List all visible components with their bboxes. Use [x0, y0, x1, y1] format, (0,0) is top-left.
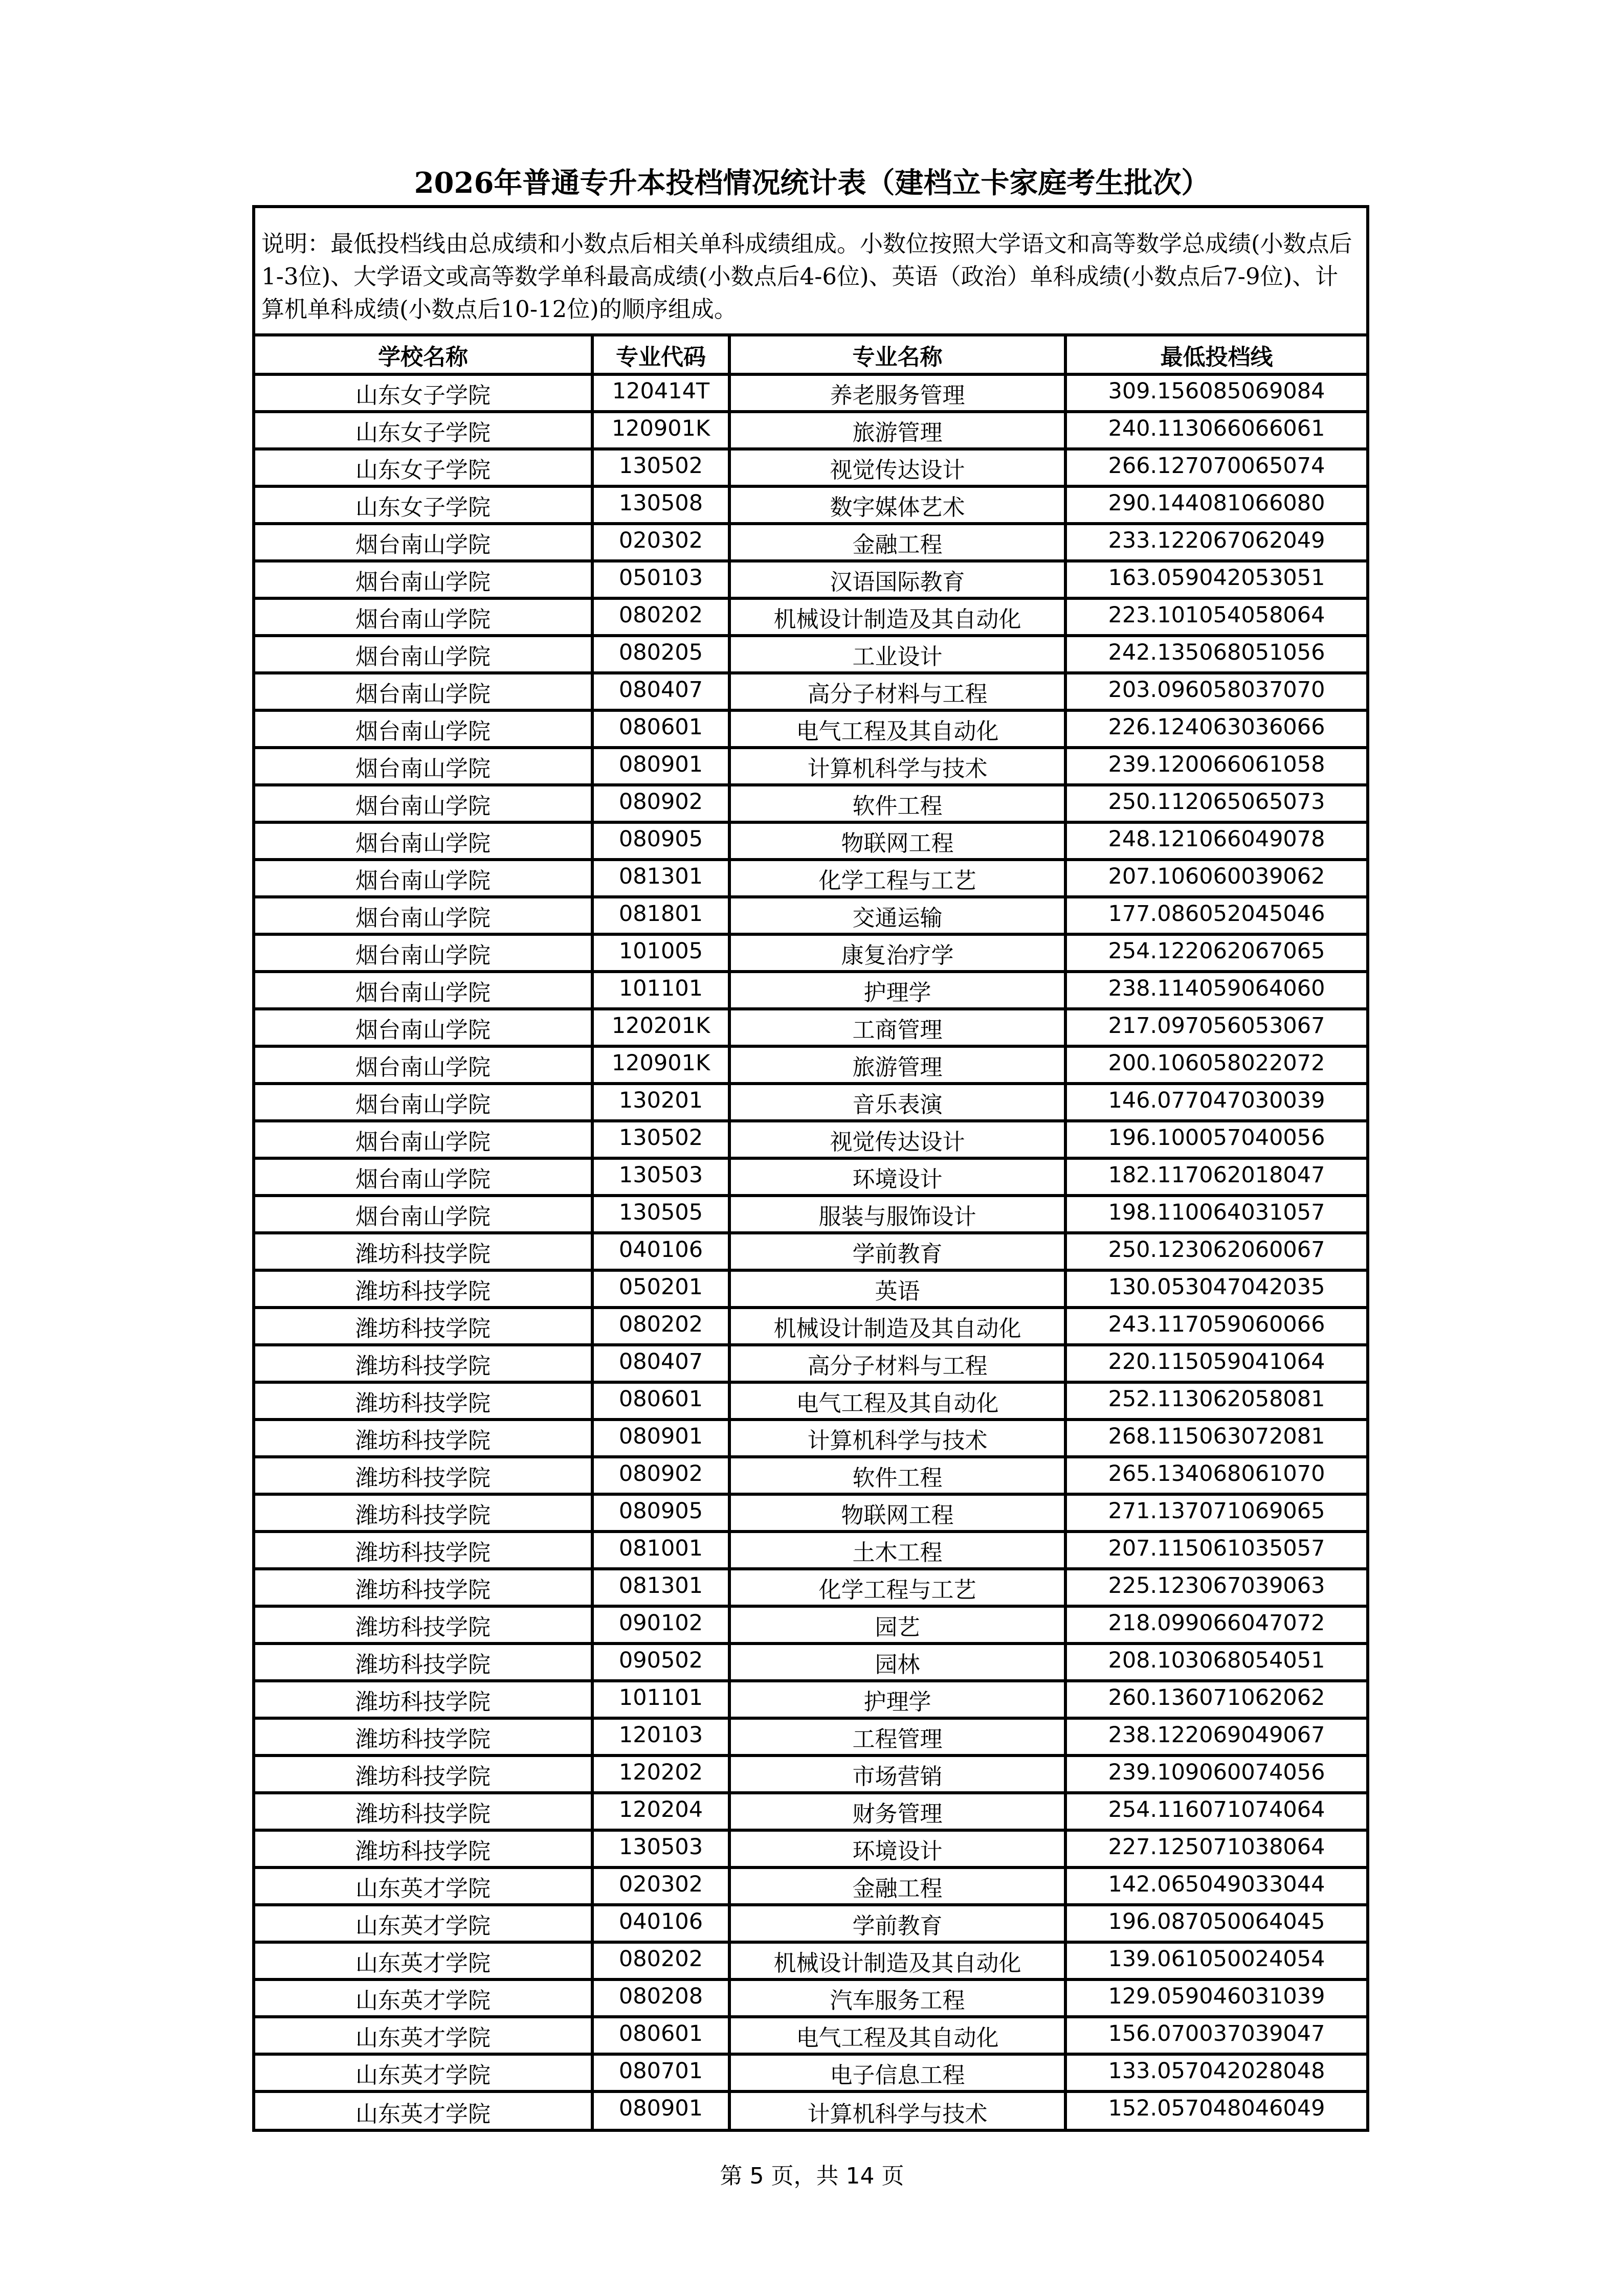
table-row	[255, 1420, 1366, 1457]
min-score-cell: 227.125071038064	[1065, 1830, 1366, 1867]
min-score-cell: 217.097056053067	[1065, 1009, 1366, 1046]
major-code-cell: 130502	[592, 1121, 729, 1158]
major-code-cell: 120202	[592, 1755, 729, 1793]
major-code-cell: 080202	[592, 1308, 729, 1345]
major-name-cell: 电气工程及其自动化	[729, 2017, 1065, 2054]
school-name-cell: 山东女子学院	[255, 449, 592, 486]
major-code-cell: 020302	[592, 1867, 729, 1905]
admission-score-table	[255, 336, 1366, 2129]
school-name-cell: 烟台南山学院	[255, 822, 592, 860]
table-row	[255, 785, 1366, 822]
school-name-cell: 山东女子学院	[255, 486, 592, 524]
min-score-cell: 271.137071069065	[1065, 1494, 1366, 1532]
school-name-cell: 烟台南山学院	[255, 524, 592, 561]
major-name-cell: 护理学	[729, 972, 1065, 1009]
major-name-cell: 电气工程及其自动化	[729, 710, 1065, 748]
major-name-cell: 汉语国际教育	[729, 561, 1065, 598]
major-name-cell: 服装与服饰设计	[729, 1196, 1065, 1233]
table-row	[255, 1755, 1366, 1793]
school-name-cell: 山东英才学院	[255, 1905, 592, 1942]
table-row	[255, 1084, 1366, 1121]
major-name-cell: 财务管理	[729, 1793, 1065, 1830]
major-name-cell: 软件工程	[729, 785, 1065, 822]
min-score-cell: 238.114059064060	[1065, 972, 1366, 1009]
min-score-cell: 218.099066047072	[1065, 1606, 1366, 1644]
school-name-cell: 烟台南山学院	[255, 673, 592, 710]
school-name-cell: 潍坊科技学院	[255, 1681, 592, 1718]
major-name-cell: 高分子材料与工程	[729, 673, 1065, 710]
major-code-cell: 050201	[592, 1270, 729, 1308]
school-name-cell: 山东英才学院	[255, 1867, 592, 1905]
min-score-cell: 207.106060039062	[1065, 860, 1366, 897]
explanation-note: 说明：最低投档线由总成绩和小数点后相关单科成绩组成。小数位按照大学语文和高等数学总成绩(小数点后1-3位)、大学语文或高等数学单科最高成绩(小数点后4-6位)、英语（政治）单科成绩(小数点后7-9位)、计算机单科成绩(小数点后10-12位)的顺序组成。	[255, 208, 1366, 336]
major-name-cell: 电气工程及其自动化	[729, 1382, 1065, 1420]
min-score-cell: 240.113066066061	[1065, 412, 1366, 449]
major-code-cell: 080902	[592, 1457, 729, 1494]
min-score-cell: 265.134068061070	[1065, 1457, 1366, 1494]
major-name-cell: 汽车服务工程	[729, 1979, 1065, 2017]
min-score-cell: 177.086052045046	[1065, 897, 1366, 934]
major-name-cell: 视觉传达设计	[729, 449, 1065, 486]
major-name-cell: 机械设计制造及其自动化	[729, 1308, 1065, 1345]
min-score-cell: 254.122062067065	[1065, 934, 1366, 972]
school-name-cell: 烟台南山学院	[255, 1009, 592, 1046]
table-row	[255, 374, 1366, 412]
major-code-cell: 120414T	[592, 374, 729, 412]
major-code-cell: 101101	[592, 972, 729, 1009]
min-score-cell: 243.117059060066	[1065, 1308, 1366, 1345]
min-score-cell: 152.057048046049	[1065, 2091, 1366, 2129]
min-score-cell: 220.115059041064	[1065, 1345, 1366, 1382]
min-score-cell: 130.053047042035	[1065, 1270, 1366, 1308]
header-major-code: 专业代码	[592, 336, 729, 374]
major-name-cell: 数字媒体艺术	[729, 486, 1065, 524]
school-name-cell: 潍坊科技学院	[255, 1420, 592, 1457]
table-row	[255, 860, 1366, 897]
header-major-name: 专业名称	[729, 336, 1065, 374]
table-row	[255, 748, 1366, 785]
school-name-cell: 烟台南山学院	[255, 710, 592, 748]
table-row	[255, 561, 1366, 598]
admission-table-frame	[252, 205, 1369, 2132]
table-row	[255, 1158, 1366, 1196]
major-code-cell: 081301	[592, 860, 729, 897]
major-code-cell: 120204	[592, 1793, 729, 1830]
table-row	[255, 822, 1366, 860]
table-row	[255, 636, 1366, 673]
school-name-cell: 潍坊科技学院	[255, 1457, 592, 1494]
min-score-cell: 309.156085069084	[1065, 374, 1366, 412]
school-name-cell: 山东英才学院	[255, 2091, 592, 2129]
major-name-cell: 英语	[729, 1270, 1065, 1308]
major-name-cell: 软件工程	[729, 1457, 1065, 1494]
major-name-cell: 养老服务管理	[729, 374, 1065, 412]
major-code-cell: 080901	[592, 2091, 729, 2129]
min-score-cell: 196.100057040056	[1065, 1121, 1366, 1158]
school-name-cell: 潍坊科技学院	[255, 1532, 592, 1569]
major-name-cell: 市场营销	[729, 1755, 1065, 1793]
school-name-cell: 潍坊科技学院	[255, 1270, 592, 1308]
school-name-cell: 潍坊科技学院	[255, 1233, 592, 1270]
major-code-cell: 080601	[592, 1382, 729, 1420]
table-row	[255, 897, 1366, 934]
major-name-cell: 学前教育	[729, 1905, 1065, 1942]
table-header-row	[255, 336, 1366, 374]
major-name-cell: 工程管理	[729, 1718, 1065, 1755]
table-row	[255, 1979, 1366, 2017]
school-name-cell: 烟台南山学院	[255, 1121, 592, 1158]
major-code-cell: 080208	[592, 1979, 729, 2017]
school-name-cell: 潍坊科技学院	[255, 1569, 592, 1606]
min-score-cell: 133.057042028048	[1065, 2054, 1366, 2091]
major-name-cell: 环境设计	[729, 1158, 1065, 1196]
min-score-cell: 156.070037039047	[1065, 2017, 1366, 2054]
major-code-cell: 080205	[592, 636, 729, 673]
school-name-cell: 烟台南山学院	[255, 785, 592, 822]
school-name-cell: 潍坊科技学院	[255, 1830, 592, 1867]
min-score-cell: 200.106058022072	[1065, 1046, 1366, 1084]
min-score-cell: 196.087050064045	[1065, 1905, 1366, 1942]
major-code-cell: 040106	[592, 1233, 729, 1270]
school-name-cell: 烟台南山学院	[255, 561, 592, 598]
major-code-cell: 090502	[592, 1644, 729, 1681]
major-code-cell: 120901K	[592, 412, 729, 449]
table-row	[255, 598, 1366, 636]
table-row	[255, 1270, 1366, 1308]
page-title: 2026年普通专升本投档情况统计表（建档立卡家庭考生批次）	[414, 166, 1210, 200]
school-name-cell: 潍坊科技学院	[255, 1755, 592, 1793]
school-name-cell: 烟台南山学院	[255, 598, 592, 636]
major-code-cell: 120901K	[592, 1046, 729, 1084]
min-score-cell: 146.077047030039	[1065, 1084, 1366, 1121]
school-name-cell: 山东女子学院	[255, 412, 592, 449]
table-row	[255, 1830, 1366, 1867]
min-score-cell: 233.122067062049	[1065, 524, 1366, 561]
table-row	[255, 1532, 1366, 1569]
major-name-cell: 学前教育	[729, 1233, 1065, 1270]
min-score-cell: 254.116071074064	[1065, 1793, 1366, 1830]
school-name-cell: 烟台南山学院	[255, 860, 592, 897]
table-row	[255, 1905, 1366, 1942]
major-code-cell: 130201	[592, 1084, 729, 1121]
major-name-cell: 音乐表演	[729, 1084, 1065, 1121]
table-row	[255, 1606, 1366, 1644]
min-score-cell: 163.059042053051	[1065, 561, 1366, 598]
school-name-cell: 潍坊科技学院	[255, 1793, 592, 1830]
table-row	[255, 1009, 1366, 1046]
min-score-cell: 208.103068054051	[1065, 1644, 1366, 1681]
major-name-cell: 电子信息工程	[729, 2054, 1065, 2091]
table-row	[255, 1308, 1366, 1345]
table-row	[255, 1196, 1366, 1233]
table-row	[255, 1233, 1366, 1270]
table-row	[255, 710, 1366, 748]
school-name-cell: 烟台南山学院	[255, 934, 592, 972]
major-code-cell: 080202	[592, 1942, 729, 1979]
school-name-cell: 烟台南山学院	[255, 636, 592, 673]
major-code-cell: 080905	[592, 822, 729, 860]
major-code-cell: 080407	[592, 673, 729, 710]
school-name-cell: 烟台南山学院	[255, 1046, 592, 1084]
min-score-cell: 142.065049033044	[1065, 1867, 1366, 1905]
min-score-cell: 250.123062060067	[1065, 1233, 1366, 1270]
major-name-cell: 化学工程与工艺	[729, 1569, 1065, 1606]
table-row	[255, 1718, 1366, 1755]
major-code-cell: 080901	[592, 748, 729, 785]
min-score-cell: 266.127070065074	[1065, 449, 1366, 486]
major-name-cell: 物联网工程	[729, 822, 1065, 860]
major-name-cell: 化学工程与工艺	[729, 860, 1065, 897]
major-name-cell: 物联网工程	[729, 1494, 1065, 1532]
major-name-cell: 计算机科学与技术	[729, 2091, 1065, 2129]
major-code-cell: 101005	[592, 934, 729, 972]
major-name-cell: 金融工程	[729, 524, 1065, 561]
major-code-cell: 081801	[592, 897, 729, 934]
major-name-cell: 环境设计	[729, 1830, 1065, 1867]
major-name-cell: 旅游管理	[729, 1046, 1065, 1084]
school-name-cell: 潍坊科技学院	[255, 1382, 592, 1420]
major-name-cell: 高分子材料与工程	[729, 1345, 1065, 1382]
table-row	[255, 1867, 1366, 1905]
major-code-cell: 040106	[592, 1905, 729, 1942]
min-score-cell: 129.059046031039	[1065, 1979, 1366, 2017]
major-code-cell: 080905	[592, 1494, 729, 1532]
table-row	[255, 2017, 1366, 2054]
major-name-cell: 机械设计制造及其自动化	[729, 598, 1065, 636]
school-name-cell: 烟台南山学院	[255, 1084, 592, 1121]
table-row	[255, 1793, 1366, 1830]
major-code-cell: 081001	[592, 1532, 729, 1569]
table-row	[255, 1345, 1366, 1382]
major-name-cell: 康复治疗学	[729, 934, 1065, 972]
min-score-cell: 248.121066049078	[1065, 822, 1366, 860]
school-name-cell: 山东英才学院	[255, 2054, 592, 2091]
major-name-cell: 旅游管理	[729, 412, 1065, 449]
min-score-cell: 239.109060074056	[1065, 1755, 1366, 1793]
major-name-cell: 机械设计制造及其自动化	[729, 1942, 1065, 1979]
min-score-cell: 203.096058037070	[1065, 673, 1366, 710]
page-number: 第 5 页，共 14 页	[720, 2163, 904, 2189]
major-code-cell: 050103	[592, 561, 729, 598]
table-row	[255, 1046, 1366, 1084]
table-row	[255, 2054, 1366, 2091]
school-name-cell: 山东英才学院	[255, 2017, 592, 2054]
table-row	[255, 486, 1366, 524]
table-row	[255, 449, 1366, 486]
table-row	[255, 934, 1366, 972]
major-code-cell: 080407	[592, 1345, 729, 1382]
major-code-cell: 081301	[592, 1569, 729, 1606]
major-name-cell: 土木工程	[729, 1532, 1065, 1569]
school-name-cell: 潍坊科技学院	[255, 1718, 592, 1755]
major-code-cell: 020302	[592, 524, 729, 561]
major-code-cell: 130505	[592, 1196, 729, 1233]
school-name-cell: 烟台南山学院	[255, 972, 592, 1009]
table-row	[255, 2091, 1366, 2129]
school-name-cell: 烟台南山学院	[255, 1196, 592, 1233]
major-code-cell: 120103	[592, 1718, 729, 1755]
table-row	[255, 972, 1366, 1009]
table-body	[255, 374, 1366, 2129]
major-code-cell: 130503	[592, 1830, 729, 1867]
major-code-cell: 080601	[592, 710, 729, 748]
school-name-cell: 潍坊科技学院	[255, 1644, 592, 1681]
major-name-cell: 工业设计	[729, 636, 1065, 673]
major-code-cell: 101101	[592, 1681, 729, 1718]
min-score-cell: 268.115063072081	[1065, 1420, 1366, 1457]
min-score-cell: 223.101054058064	[1065, 598, 1366, 636]
min-score-cell: 239.120066061058	[1065, 748, 1366, 785]
major-name-cell: 计算机科学与技术	[729, 748, 1065, 785]
table-row	[255, 1494, 1366, 1532]
header-min-score: 最低投档线	[1065, 336, 1366, 374]
min-score-cell: 207.115061035057	[1065, 1532, 1366, 1569]
table-row	[255, 1382, 1366, 1420]
school-name-cell: 山东女子学院	[255, 374, 592, 412]
table-row	[255, 524, 1366, 561]
major-name-cell: 视觉传达设计	[729, 1121, 1065, 1158]
major-code-cell: 130508	[592, 486, 729, 524]
school-name-cell: 潍坊科技学院	[255, 1606, 592, 1644]
major-name-cell: 交通运输	[729, 897, 1065, 934]
table-row	[255, 412, 1366, 449]
school-name-cell: 山东英才学院	[255, 1979, 592, 2017]
major-code-cell: 080902	[592, 785, 729, 822]
major-name-cell: 园林	[729, 1644, 1065, 1681]
school-name-cell: 烟台南山学院	[255, 748, 592, 785]
table-row	[255, 673, 1366, 710]
major-name-cell: 计算机科学与技术	[729, 1420, 1065, 1457]
major-code-cell: 080701	[592, 2054, 729, 2091]
table-row	[255, 1121, 1366, 1158]
min-score-cell: 290.144081066080	[1065, 486, 1366, 524]
school-name-cell: 山东英才学院	[255, 1942, 592, 1979]
min-score-cell: 225.123067039063	[1065, 1569, 1366, 1606]
major-code-cell: 080901	[592, 1420, 729, 1457]
min-score-cell: 242.135068051056	[1065, 636, 1366, 673]
min-score-cell: 250.112065065073	[1065, 785, 1366, 822]
major-name-cell: 金融工程	[729, 1867, 1065, 1905]
school-name-cell: 烟台南山学院	[255, 1158, 592, 1196]
table-row	[255, 1569, 1366, 1606]
major-code-cell: 080601	[592, 2017, 729, 2054]
school-name-cell: 潍坊科技学院	[255, 1494, 592, 1532]
major-code-cell: 080202	[592, 598, 729, 636]
min-score-cell: 198.110064031057	[1065, 1196, 1366, 1233]
major-code-cell: 090102	[592, 1606, 729, 1644]
min-score-cell: 182.117062018047	[1065, 1158, 1366, 1196]
table-row	[255, 1644, 1366, 1681]
major-name-cell: 工商管理	[729, 1009, 1065, 1046]
school-name-cell: 潍坊科技学院	[255, 1308, 592, 1345]
min-score-cell: 226.124063036066	[1065, 710, 1366, 748]
table-row	[255, 1942, 1366, 1979]
major-code-cell: 120201K	[592, 1009, 729, 1046]
table-row	[255, 1681, 1366, 1718]
min-score-cell: 260.136071062062	[1065, 1681, 1366, 1718]
major-code-cell: 130502	[592, 449, 729, 486]
min-score-cell: 238.122069049067	[1065, 1718, 1366, 1755]
school-name-cell: 烟台南山学院	[255, 897, 592, 934]
min-score-cell: 252.113062058081	[1065, 1382, 1366, 1420]
min-score-cell: 139.061050024054	[1065, 1942, 1366, 1979]
major-name-cell: 园艺	[729, 1606, 1065, 1644]
table-row	[255, 1457, 1366, 1494]
major-name-cell: 护理学	[729, 1681, 1065, 1718]
school-name-cell: 潍坊科技学院	[255, 1345, 592, 1382]
major-code-cell: 130503	[592, 1158, 729, 1196]
header-school-name: 学校名称	[255, 336, 592, 374]
